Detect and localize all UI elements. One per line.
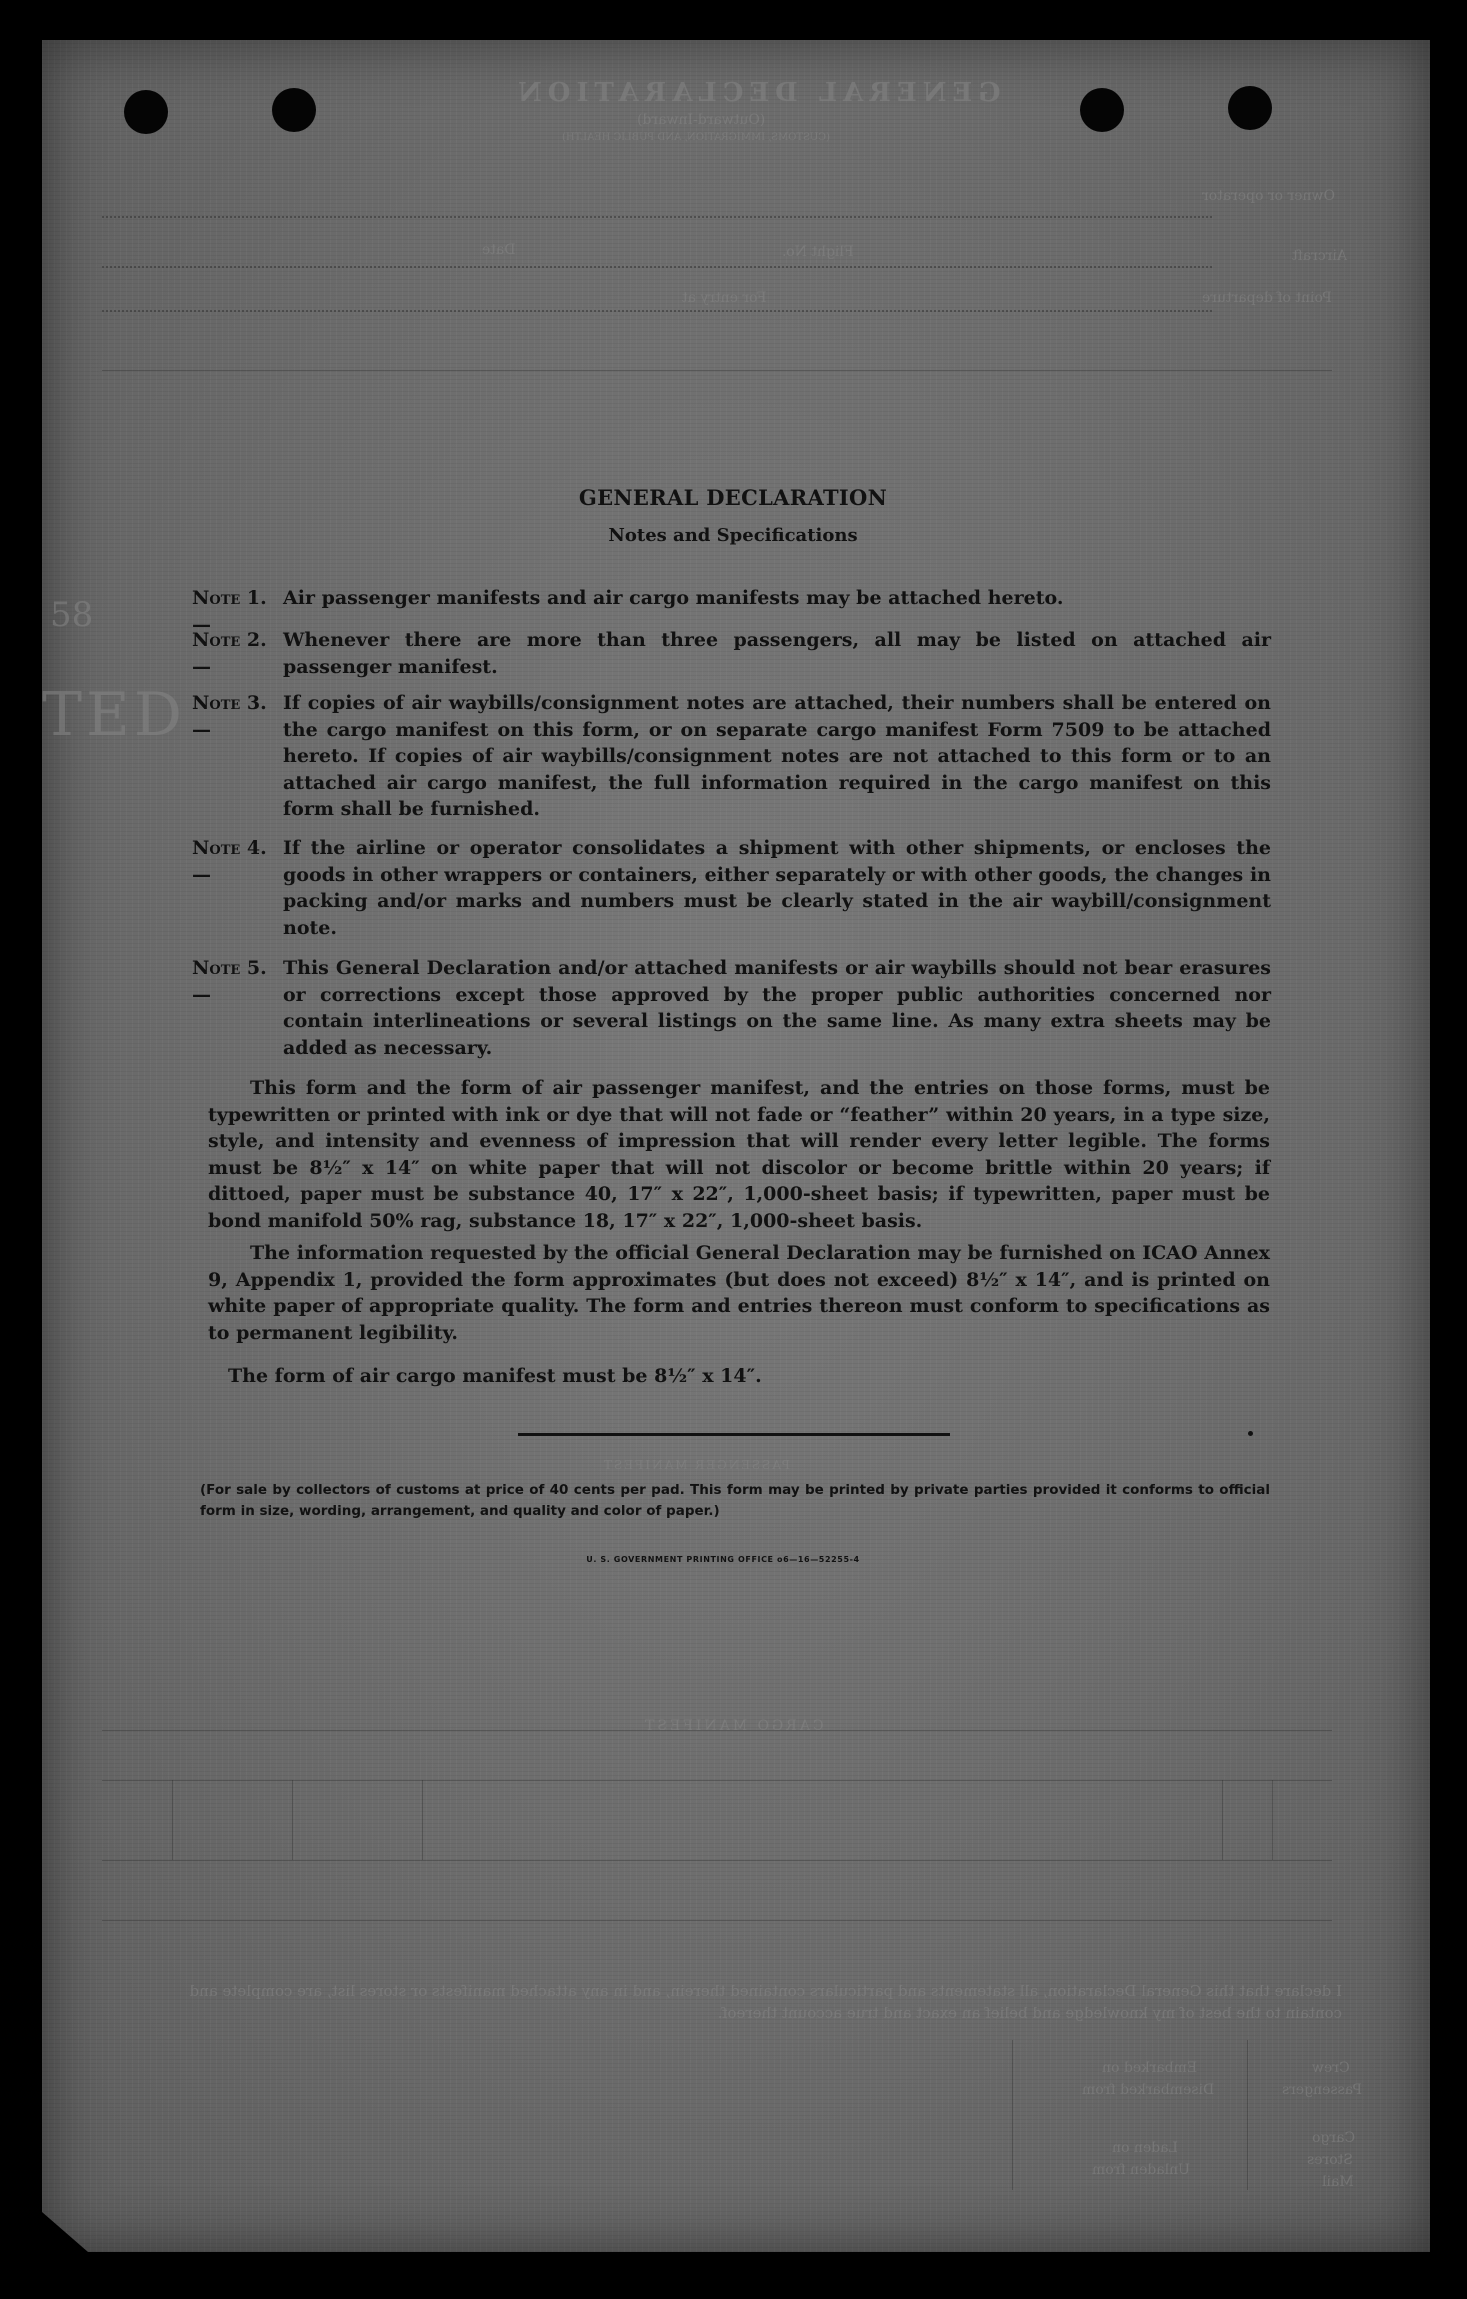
bleed-declare: I declare that this General Declaration, all statements and particulars contained therein, and in any attached manifests or stores list, are complete and contain to the best of my knowledge and belief an exact and true account thereof.	[189, 1982, 1342, 2022]
paragraph-icao: The information requested by the official General Declaration may be furnished on ICAO Annex 9, Appendix 1, provided the form approximates (but does not exceed) 8½″ x 14″, and is printed on white paper of appropriate quality. The form and entries thereon must conform to specifications as to permanent legibility.	[208, 1242, 1270, 1344]
note-4	[192, 835, 1270, 945]
bleed-header-sub2: (CUSTOMS, IMMIGRATION, AND PUBLIC HEALTH)	[562, 132, 830, 143]
punch-hole-right-1	[1080, 88, 1124, 132]
note-text: Whenever there are more than three passengers, all may be listed on attached air passenger manifest.	[283, 629, 1271, 678]
bleed-passengers: Passengers	[1282, 2082, 1362, 2098]
page-title: GENERAL DECLARATION	[578, 485, 888, 510]
bleed-date: Date	[482, 242, 516, 258]
stray-dot	[1248, 1431, 1253, 1436]
bleed-laden: Laden on	[1112, 2140, 1178, 2156]
note-3	[192, 690, 1270, 825]
bleed-col-rule	[1247, 2040, 1248, 2190]
bleed-mail: Mail	[1322, 2174, 1354, 2190]
note-label: Note 3.—	[192, 692, 267, 741]
bleed-passenger-manifest: PASSENGER MANIFEST	[602, 1458, 790, 1472]
bleed-table-rule	[102, 1860, 1332, 1861]
bleed-point: Point of departure	[1202, 290, 1332, 306]
note-label: Note 2.—	[192, 629, 267, 678]
note-2	[192, 627, 1270, 683]
bleed-col-rule	[1222, 1780, 1223, 1860]
bleed-table-rule	[102, 1920, 1332, 1921]
printer-line: U. S. GOVERNMENT PRINTING OFFICE o6—16—52255-4	[586, 1555, 860, 1564]
bleed-disembarked: Disembarked from	[1082, 2082, 1215, 2098]
punch-hole-right-2	[1228, 86, 1272, 130]
bleed-table-rule	[102, 370, 1332, 371]
bleed-col-rule	[172, 1780, 173, 1860]
page-subtitle: Notes and Specifications	[608, 525, 858, 546]
note-text: If copies of air waybills/consignment notes are attached, their numbers shall be entered on the cargo manifest on this form, or on separate cargo manifest Form 7509 to be attached hereto. If copies of air waybills/consignment notes are not attached to this form or to an attached air cargo manifest, the full information required in the cargo manifest on this form shall be furnished.	[283, 692, 1271, 820]
bleed-dotted-line	[102, 266, 1212, 268]
bleed-stamp-ted: TED	[42, 680, 186, 750]
note-5	[192, 955, 1270, 1065]
note-label: Note 1.—	[192, 587, 267, 636]
bleed-cargo: Cargo	[1312, 2130, 1356, 2146]
bleed-col-rule	[1272, 1780, 1273, 1860]
punch-hole-left-1	[124, 90, 168, 134]
bleed-crew: Crew	[1312, 2060, 1350, 2076]
bleed-owner: Owner or operator	[1202, 188, 1335, 204]
bleed-stores: Stores	[1307, 2152, 1353, 2168]
bleed-entry: For entry at	[682, 290, 767, 306]
bleed-dotted-line	[102, 216, 1212, 218]
note-1	[192, 585, 1270, 636]
punch-hole-left-2	[272, 88, 316, 132]
separator-rule	[518, 1433, 950, 1436]
bleed-flight: Flight No.	[782, 244, 854, 260]
bleed-col-rule	[1012, 2040, 1013, 2190]
bleed-unladen: Unladen from	[1092, 2162, 1190, 2178]
bleed-header-title: GENERAL DECLARATION	[512, 78, 1001, 108]
bleed-cargo-manifest: CARGO MANIFEST	[642, 1718, 824, 1734]
note-label: Note 5.—	[192, 957, 267, 1006]
note-label: Note 4.—	[192, 837, 267, 886]
bleed-table-rule	[102, 1780, 1332, 1781]
bleed-stamp-num: 58	[50, 595, 94, 635]
note-text: Air passenger manifests and air cargo manifests may be attached hereto.	[283, 587, 1064, 609]
bleed-col-rule	[292, 1780, 293, 1860]
sale-notice: (For sale by collectors of customs at price of 40 cents per pad. This form may be printed by private parties provided it conforms to official form in size, wording, arrangement, and quality and color of paper.)	[200, 1482, 1270, 1519]
note-text: This General Declaration and/or attached manifests or air waybills should not bear erasures or corrections except those approved by the proper public authorities concerned nor contain interlineations or several listings on the same line. As many extra sheets may be added as necessary.	[283, 957, 1271, 1059]
bleed-dotted-line	[102, 310, 1212, 312]
bleed-table-rule	[102, 1730, 1332, 1731]
bleed-embarked: Embarked on	[1102, 2060, 1198, 2076]
bleed-col-rule	[422, 1780, 423, 1860]
paragraph-cargo-size: The form of air cargo manifest must be 8½″ x 14″.	[228, 1365, 762, 1387]
note-text: If the airline or operator consolidates a shipment with other shipments, or encloses the goods in other wrappers or containers, either separately or with other goods, the changes in packing and/or marks and numbers must be clearly stated in the air waybill/consignment note.	[283, 837, 1271, 939]
bleed-aircraft: Aircraft	[1292, 248, 1347, 264]
bleed-header-sub: (Outward-Inward)	[637, 112, 766, 128]
paragraph-form-requirements: This form and the form of air passenger manifest, and the entries on those forms, must be typewritten or printed with ink or dye that will not fade or “feather” within 20 years, in a type size, style, and intensity and evenness of impression that will render every letter legible. The forms must be 8½″ x 14″ on white paper that will not discolor or become brittle within 20 years; if dittoed, paper must be substance 40, 17″ x 22″, 1,000-sheet basis; if typewritten, paper must be bond manifold 50% rag, substance 18, 17″ x 22″, 1,000-sheet basis.	[208, 1077, 1270, 1232]
